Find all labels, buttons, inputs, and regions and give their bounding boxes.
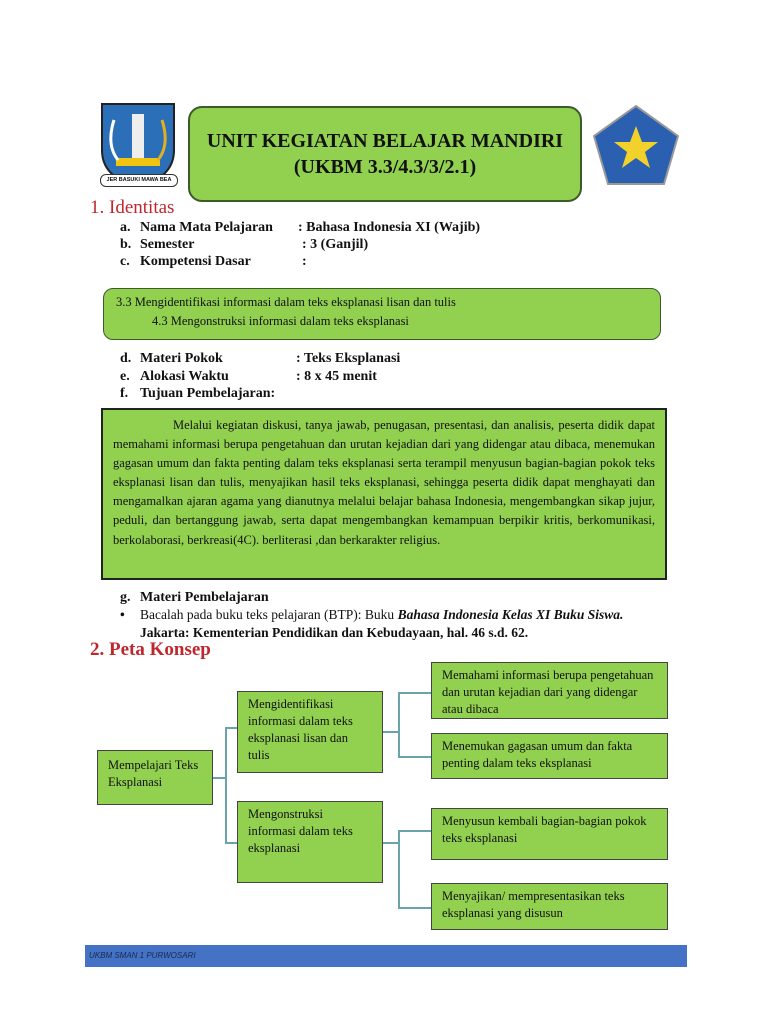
connector <box>398 830 400 908</box>
row-b <box>120 236 368 253</box>
row-e <box>120 368 377 385</box>
row-g <box>120 589 269 606</box>
concept-understand: Memahami informasi berupa pengetahuan dan urutan kejadian dari yang didengar atau dibaca <box>431 662 668 719</box>
peta-konsep-heading: 2. Peta Konsep <box>90 639 211 660</box>
value: : <box>302 254 307 269</box>
concept-rearrange: Menyusun kembali bagian-bagian pokok teks eksplanasi <box>431 808 668 860</box>
letter: e. <box>120 369 130 384</box>
footer-bar: UKBM SMAN 1 PURWOSARI <box>85 945 687 967</box>
kd-3-3: 3.3 Mengidentifikasi informasi dalam teks eksplanasi lisan dan tulis <box>116 295 456 309</box>
connector <box>225 727 227 843</box>
materi-book: Bahasa Indonesia Kelas XI Buku Siswa. <box>397 607 624 622</box>
kd-4-3: 4.3 Mengonstruksi informasi dalam teks eksplanasi <box>152 314 409 328</box>
label: Materi Pokok <box>140 351 223 366</box>
concept-identify: Mengidentifikasi informasi dalam teks eksplanasi lisan dan tulis <box>237 691 383 773</box>
school-logo <box>592 104 680 186</box>
row-c <box>120 253 307 270</box>
connector <box>398 692 400 757</box>
label: Semester <box>140 237 195 252</box>
connector <box>225 727 237 729</box>
label: Materi Pembelajaran <box>140 590 269 605</box>
connector <box>383 731 398 733</box>
connector <box>398 830 431 832</box>
concept-present: Menyajikan/ mempresentasikan teks eksplanasi yang disusun <box>431 883 668 930</box>
tujuan-text: Melalui kegiatan diskusi, tanya jawab, penugasan, presentasi, dan analisis, peserta didik dapat memahami informasi berupa pengetahuan dan urutan kejadian dari yang didengar atau dibaca, menemukan gagasan umum dan fakta penting dalam teks eksplanasi serta terampil menyusun bagian-bagian pokok teks eksplanasi lisan dan tulis, menyajikan hasil teks eksplanasi, sehingga peserta didik dapat menghayati dan mengamalkan ajaran agama yang dianutnya melalui belajar bahasa Indonesia, mengembangkan sikap jujur, peduli, dan bertanggung jawab, serta dapat mengembangkan kemampuan berpikir kritis, berkomunikasi, berkolaborasi, berkreasi(4C). berliterasi ,dan berkarakter religius. <box>113 418 655 547</box>
row-f <box>120 385 275 402</box>
materi-prefix: Bacalah pada buku teks pelajaran (BTP): Buku <box>140 607 398 622</box>
letter: a. <box>120 220 131 235</box>
value: : 8 x 45 menit <box>296 369 377 384</box>
title-line-1: UNIT KEGIATAN BELAJAR MANDIRI <box>206 130 564 152</box>
label: Kompetensi Dasar <box>140 254 251 269</box>
concept-find-idea: Menemukan gagasan umum dan fakta penting dalam teks eksplanasi <box>431 733 668 779</box>
letter: b. <box>120 237 132 252</box>
connector <box>213 777 225 779</box>
concept-root: Mempelajari Teks Eksplanasi <box>97 750 213 805</box>
materi-publisher: Jakarta: Kementerian Pendidikan dan Kebudayaan, hal. 46 s.d. 62. <box>140 625 529 640</box>
letter: f. <box>120 386 129 401</box>
value: : Teks Eksplanasi <box>296 351 401 366</box>
identitas-heading: 1. Identitas <box>90 197 175 218</box>
letter: g. <box>120 590 131 605</box>
value: : 3 (Ganjil) <box>302 237 369 252</box>
letter: d. <box>120 351 132 366</box>
title-line-2: (UKBM 3.3/4.3/3/2.1) <box>293 156 477 178</box>
materi-reference <box>120 606 690 642</box>
label: Tujuan Pembelajaran: <box>140 386 276 401</box>
label: Nama Mata Pelajaran <box>140 220 273 235</box>
connector <box>383 842 398 844</box>
connector <box>398 692 431 694</box>
label: Alokasi Waktu <box>140 369 229 384</box>
letter: c. <box>120 254 130 269</box>
connector <box>398 907 431 909</box>
connector <box>398 756 431 758</box>
kompetensi-dasar-box <box>103 288 661 340</box>
bullet-icon: • <box>120 607 125 622</box>
value: : Bahasa Indonesia XI (Wajib) <box>298 220 481 235</box>
connector <box>225 842 237 844</box>
title-box <box>188 106 582 202</box>
tujuan-box <box>101 408 667 580</box>
concept-construct: Mengonstruksi informasi dalam teks eksplanasi <box>237 801 383 883</box>
row-a <box>120 219 480 236</box>
row-d <box>120 350 400 367</box>
left-logo-motto: JER BASUKI MAWA BEA <box>100 174 178 187</box>
